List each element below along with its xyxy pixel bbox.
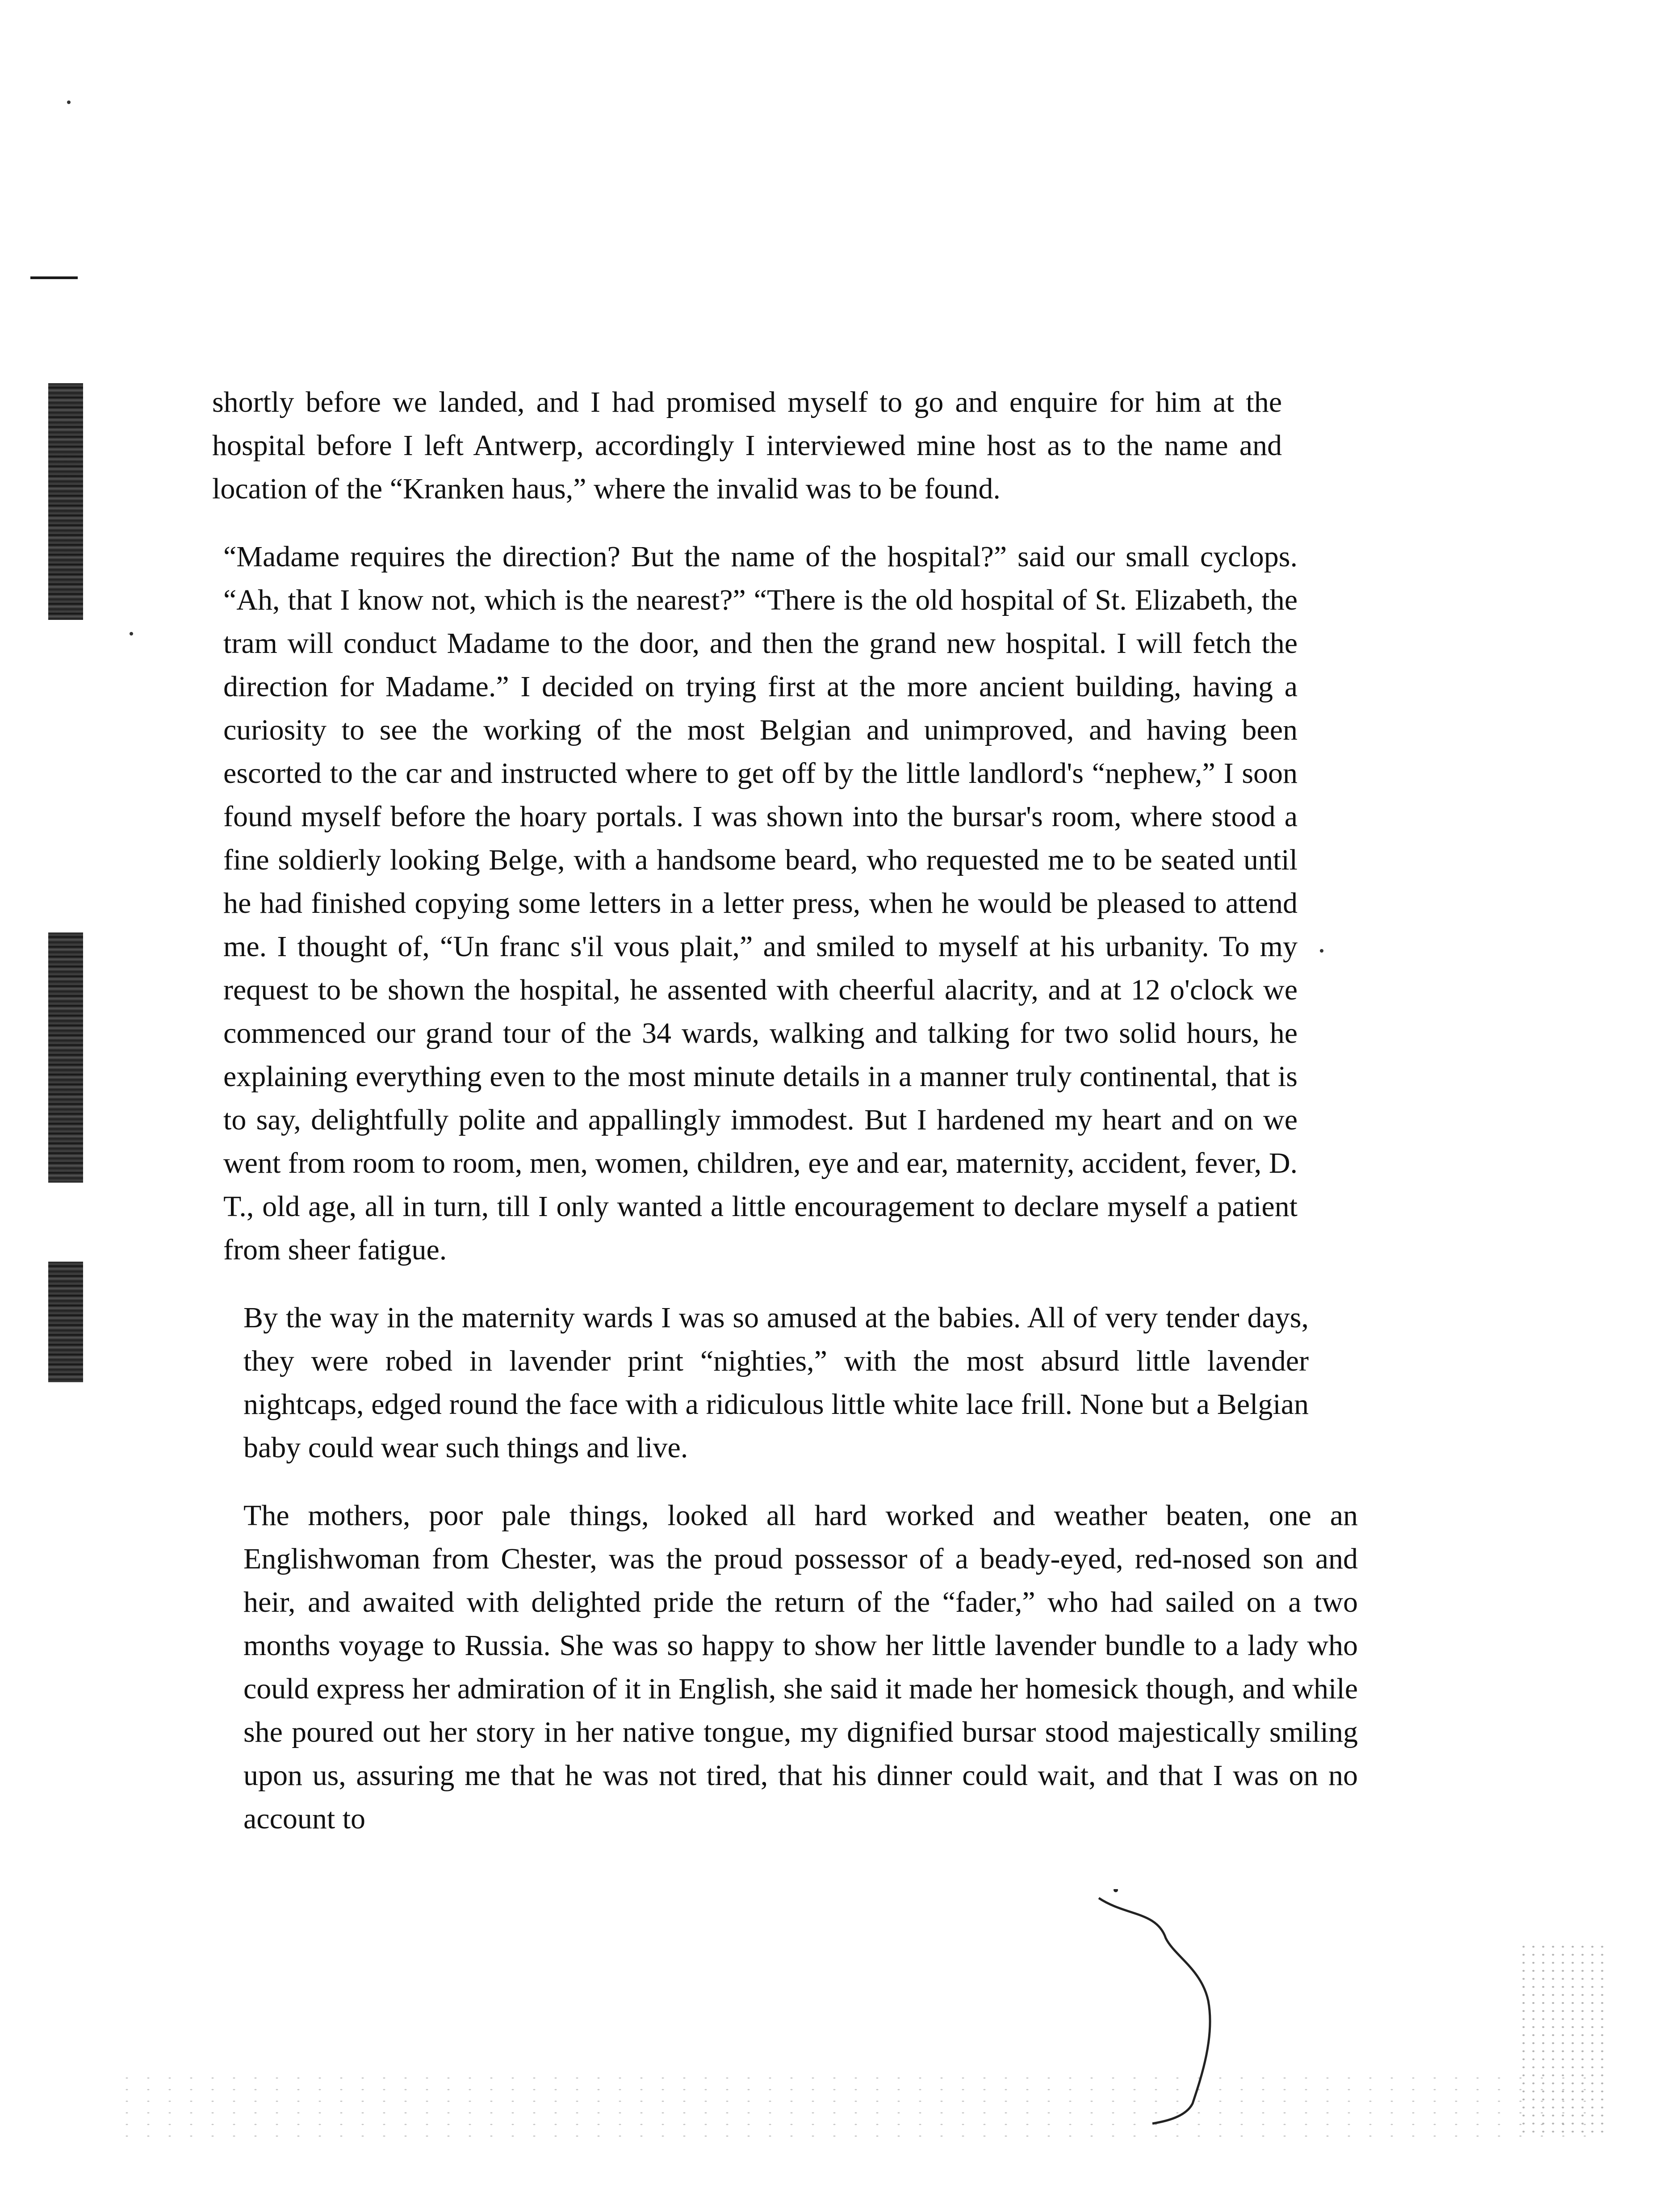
paragraph: By the way in the maternity wards I was so amused at the babies. All of very tender days, they were robed in lavender print “nighties,” with the most absurd little lavender nightcaps, edged round the face with a ridiculous little white lace frill. None but a Belgian baby could wear such things and live. [243,1301,1309,1464]
pencil-stroke-mark [1090,1889,1242,2126]
scan-margin-rule [30,276,78,279]
scan-binding-strip [48,383,83,620]
scan-speck [130,632,133,636]
body-text [205,381,1358,1840]
scan-binding-strip [48,1262,83,1382]
paragraph: “Madame requires the direction? But the name of the hospital?” said our small cyclops. “Ah, that I know not, which is the nearest?” “There is the old hospital of St. Elizabeth, the tram will conduct Madame to the door, and then the grand new hospital. I will fetch the direction for Madame.” I decided on trying first at the more ancient building, having a curiosity to see the working of the most Belgian and unimproved, and having been escorted to the car and instructed where to get off by the little landlord's “nephew,” I soon found myself before the hoary portals. I was shown into the bursar's room, where stood a fine soldierly looking Belge, with a handsome beard, who requested me to be seated until he had finished copying some letters in a letter press, when he would be pleased to attend me. I thought of, “Un franc s'il vous plait,” and smiled to myself at his urbanity. To my request to be shown the hospital, he assented with cheerful alacrity, and at 12 o'clock we commenced our grand tour of the 34 wards, walking and talking for two solid hours, he explaining everything even to the most minute details in a manner truly continental, that is to say, delightfully polite and appallingly immodest. But I hardened my heart and on we went from room to room, men, women, children, eye and ear, maternity, accident, fever, D. T., old age, all in turn, till I only wanted a little encouragement to declare myself a patient from sheer fatigue. [223,540,1298,1266]
scan-speck [67,100,71,104]
paragraph: shortly before we landed, and I had promised myself to go and enquire for him at the hospital before I left Antwerp, accordingly I interviewed mine host as to the name and location of the “Kranken haus,” where the invalid was to be found. [212,386,1282,505]
paragraph: The mothers, poor pale things, looked all hard worked and weather beaten, one an Englishwoman from Chester, was the proud possessor of a beady-eyed, red-nosed son and heir, and awaited with delighted pride the return of the “fader,” who had sailed on a two months voyage to Russia. She was so happy to show her little lavender bundle to a lady who could express her admiration of it in English, she said it made her homesick though, and while she poured out her story in her native tongue, my dignified bursar stood majestically smiling upon us, assuring me that he was not tired, that his dinner could wait, and that I was on no account to [243,1499,1358,1835]
scan-noise [116,2072,1590,2144]
scan-noise [1519,1943,1608,2135]
scan-binding-strip [48,932,83,1183]
